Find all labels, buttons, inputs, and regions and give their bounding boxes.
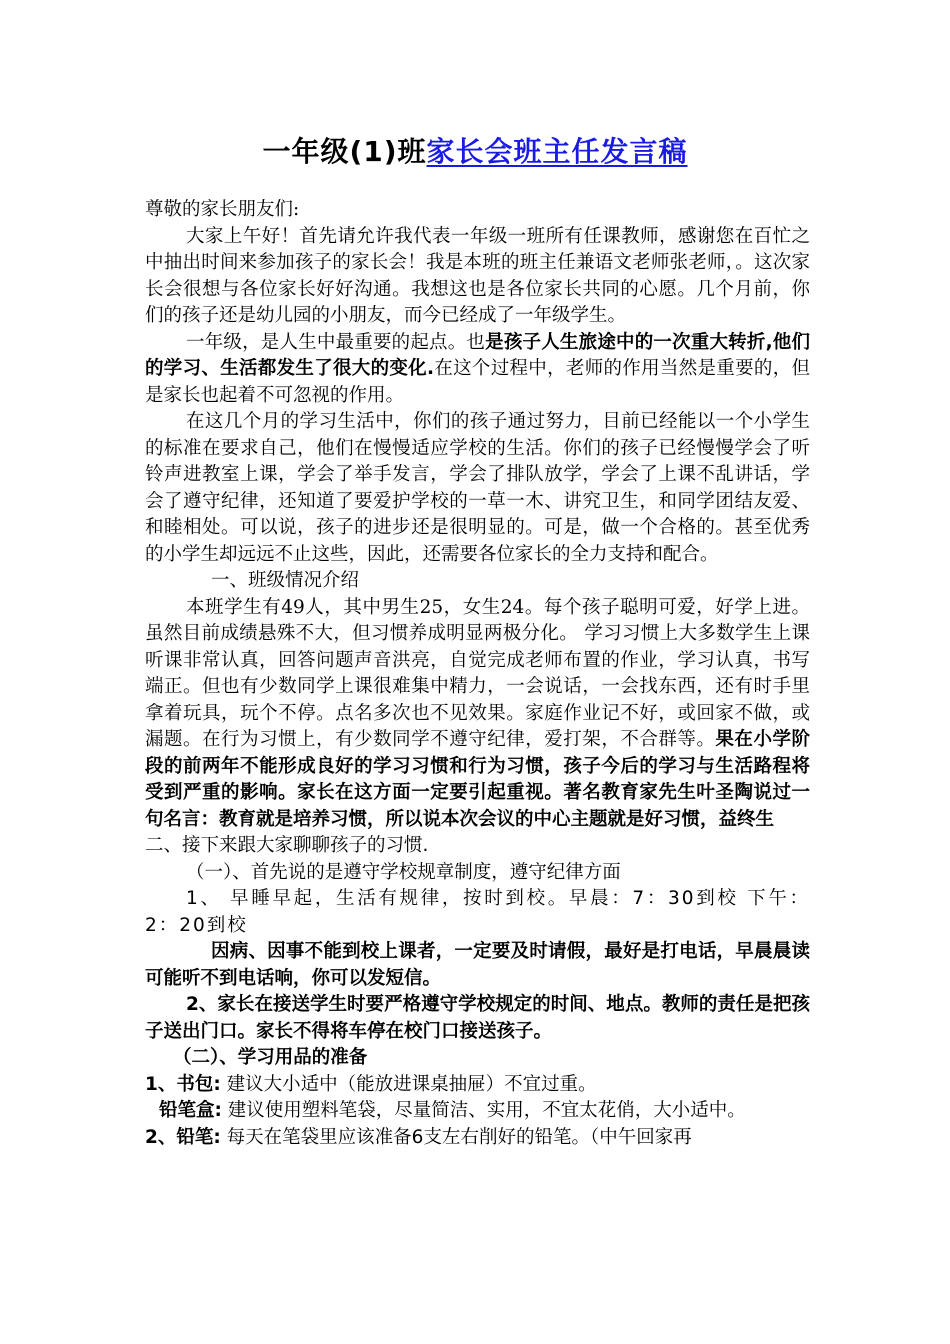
paragraph-class-intro (145, 595, 810, 834)
subheading-rules: （一）、首先说的是遵守学校规章制度，遵守纪律方面 (186, 861, 621, 883)
section-heading-class-intro: 一、班级情况介绍 (211, 570, 360, 591)
paragraph-first-grade-lead: 一年级，是人生中最重要的起点。也 (186, 331, 486, 353)
subheading-supplies (145, 1045, 810, 1072)
supply-item-pencilcase-text: 建议使用塑料笔袋，尽量简洁、实用，不宜太花俏，大小适中。 (227, 1100, 746, 1121)
paragraph-pickup-bold: 2、家长在接送学生时要严格遵守学校规定的时间、地点。教师的责任是把孩子送出门口。家长不得将车停在校门口接送孩子。 (145, 994, 810, 1042)
supply-item-schoolbag-text: 建议大小适中（能放进课桌抽屉）不宜过重。 (226, 1073, 597, 1095)
page-title (0, 132, 950, 172)
paragraph-first-grade-tail: 在这个过程中，老师的作用当然是重要的，但是家长也起着不可忽视的作用。 (145, 358, 810, 406)
supply-item-pencil (145, 1125, 810, 1152)
title-class-name: 一年级(1)班 (262, 135, 427, 168)
section-heading-habits: 二、接下来跟大家聊聊孩子的习惯. (145, 835, 429, 856)
supply-item-pencilcase-label: 铅笔盒: (159, 1100, 222, 1121)
paragraph-class-intro-bold: 果在小学阶段的前两年不能形成良好的学习习惯和行为习惯，孩子今后的学习与生活路程将受到严重的影响。家长在这方面一定要引起重视。著名教育家先生叶圣陶说过一句名言：教育就是培养习惯，所以说本次会议的中心主题就是好习惯，益终生 (145, 729, 810, 830)
supply-item-schoolbag-label: 1、书包: (145, 1073, 221, 1095)
list-item-schedule: 1、 早睡早起，生活有规律，按时到校。早晨：7：30到校 下午：2：20到校 (145, 888, 810, 936)
supply-item-schoolbag (145, 1072, 810, 1099)
title-link[interactable]: 家长会班主任发言稿 (426, 135, 688, 168)
paragraph-first-grade (145, 330, 810, 410)
paragraph-progress: 在这几个月的学习生活中，你们的孩子通过努力，目前已经能以一个小学生的标准在要求自己，他们在慢慢适应学校的生活。你们的孩子已经慢慢学会了听铃声进教室上课，学会了举手发言，学会了排队放学，学会了上课不乱讲话，学会了遵守纪律，还知道了要爱护学校的一草一木、讲究卫生，和同学团结友爱、和睦相处。可以说，孩子的进步还是很明显的。可是，做一个合格的。甚至优秀的小学生却远远不止这些，因此，还需要各位家长的全力支持和配合。 (145, 411, 810, 565)
paragraph-leave-bold: 因病、因事不能到校上课者，一定要及时请假，最好是打电话，早晨晨读可能听不到电话响，你可以发短信。 (145, 941, 810, 989)
supply-item-pencil-label: 2、铅笔: (145, 1126, 221, 1148)
subheading-supplies-bold: （二）、学习用品的准备 (173, 1047, 368, 1068)
paragraph-first-grade-bold: 是孩子人生旅途中的一次重大转折,他们的学习、生活都发生了很大的变化. (145, 331, 810, 379)
paragraph-welcome: 大家上午好！首先请允许我代表一年级一班所有任课教师，感谢您在百忙之中抽出时间来参加孩子的家长会！我是本班的班主任兼语文老师张老师，。这次家长会很想与各位家长好好沟通。我想这也是各位家长共同的心愿。几个月前，你们的孩子还是幼儿园的小朋友，而今已经成了一年级学生。 (145, 225, 810, 326)
greeting: 尊敬的家长朋友们: (145, 199, 300, 220)
paragraph-leave (145, 939, 810, 992)
document-body (145, 197, 810, 1151)
supply-item-pencil-text: 每天在笔袋里应该准备6支左右削好的铅笔。（中午回家再 (226, 1126, 692, 1148)
supply-item-pencilcase (145, 1098, 810, 1125)
paragraph-pickup (145, 992, 810, 1045)
paragraph-class-intro-text: 本班学生有49人，其中男生25，女生24。每个孩子聪明可爱，好学上进。虽然目前成绩悬殊不大，但习惯养成明显两极分化。 学习习惯上大多数学生上课听课非常认真，回答问题声音洪亮，自觉完成老师布置的作业，学习认真，书写端正。但也有少数同学上课很难集中精力，一会说话，一会找东西，还有时手里拿着玩具，玩个不停。点名多次也不见效果。家庭作业记不好，或回家不做，或漏题。在行为习惯上，有少数同学不遵守纪律，爱打架，不合群等。 (145, 596, 810, 750)
